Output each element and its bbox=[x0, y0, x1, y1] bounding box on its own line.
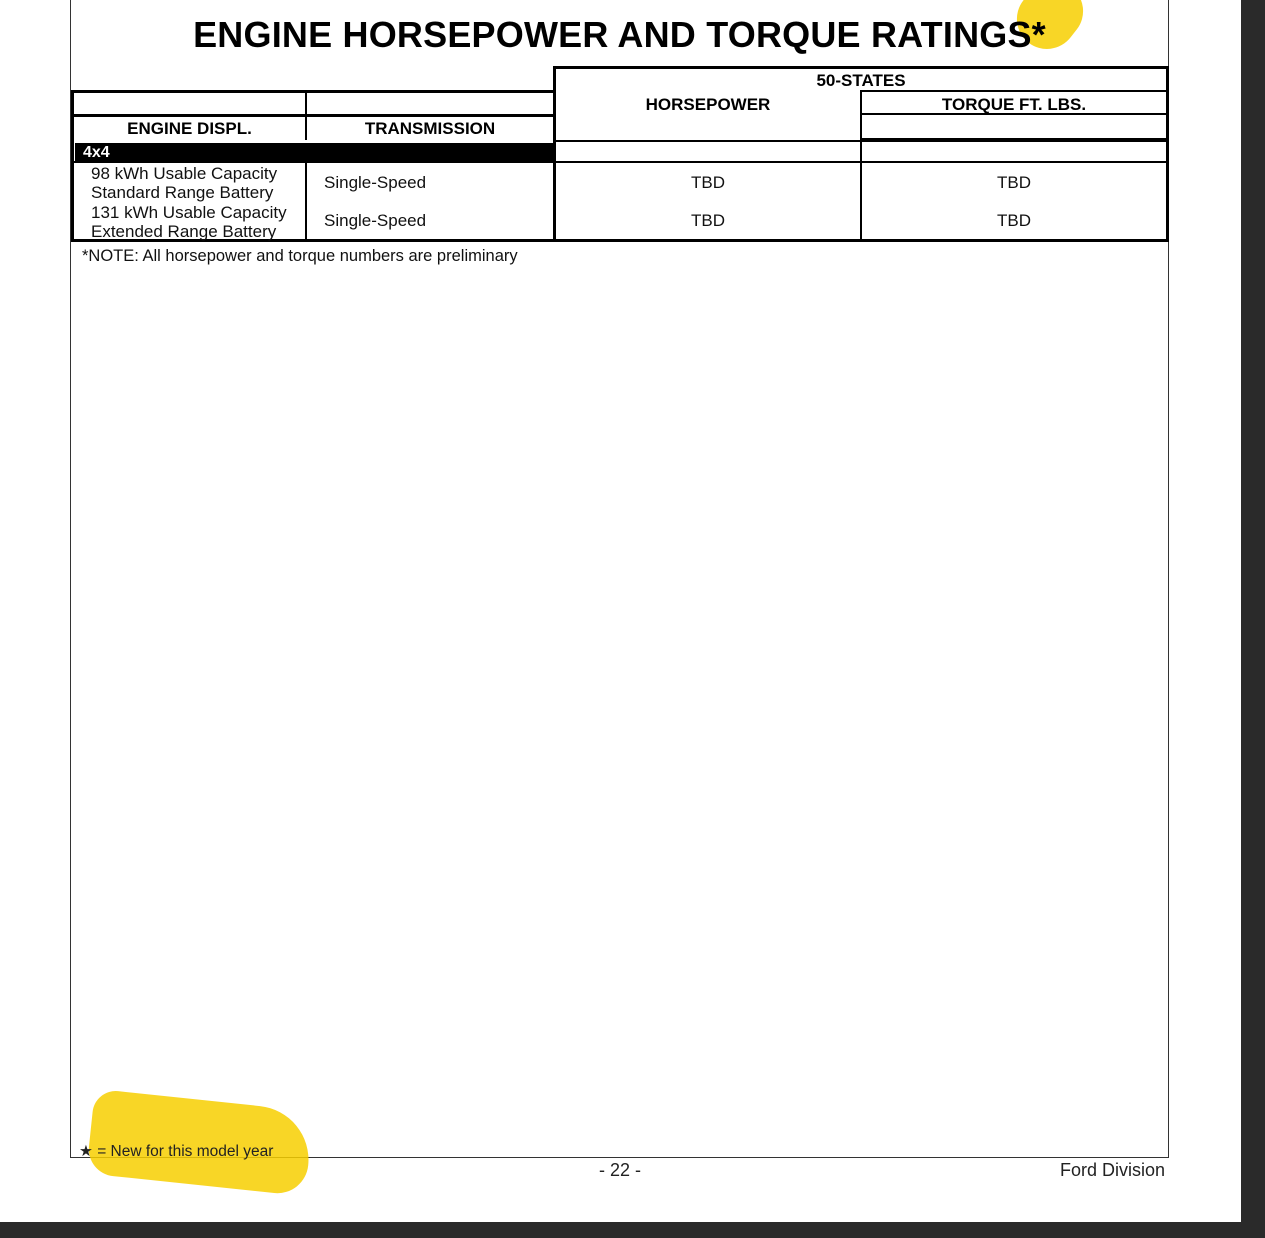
transmission-cell: Single-Speed bbox=[324, 211, 427, 230]
group-header: 50-STATES bbox=[816, 71, 906, 90]
column-header-transmission: TRANSMISSION bbox=[364, 119, 496, 138]
section-label: 4x4 bbox=[83, 144, 110, 161]
page-number: - 22 - bbox=[598, 1160, 641, 1180]
column-header-horsepower: HORSEPOWER bbox=[645, 95, 771, 114]
table-row bbox=[91, 164, 277, 202]
table-border bbox=[1166, 66, 1169, 242]
preliminary-note: *NOTE: All horsepower and torque numbers are preliminary bbox=[82, 247, 518, 265]
table-row bbox=[91, 203, 287, 241]
table-border bbox=[305, 162, 307, 242]
section-bar bbox=[75, 143, 555, 162]
table-border bbox=[553, 140, 1168, 142]
table-border bbox=[71, 114, 556, 117]
horsepower-cell: TBD bbox=[691, 173, 725, 192]
column-header-torque: TORQUE FT. LBS. bbox=[941, 95, 1087, 114]
engine-cell-line2: Extended Range Battery bbox=[91, 222, 277, 241]
page-title: ENGINE HORSEPOWER AND TORQUE RATINGS* bbox=[193, 14, 1046, 55]
torque-cell: TBD bbox=[997, 211, 1031, 230]
engine-cell-line1: 98 kWh Usable Capacity bbox=[91, 164, 278, 183]
division-label: Ford Division bbox=[1059, 1160, 1165, 1180]
legend-text: ★ = New for this model year bbox=[79, 1143, 274, 1160]
horsepower-cell: TBD bbox=[691, 211, 725, 230]
table-border bbox=[71, 90, 556, 93]
table-border bbox=[71, 90, 74, 242]
engine-cell-line2: Standard Range Battery bbox=[91, 183, 274, 202]
transmission-cell: Single-Speed bbox=[324, 173, 427, 192]
column-header-engine: ENGINE DISPL. bbox=[127, 119, 252, 138]
torque-cell: TBD bbox=[997, 173, 1031, 192]
table-border bbox=[553, 66, 1169, 69]
engine-cell-line1: 131 kWh Usable Capacity bbox=[91, 203, 287, 222]
